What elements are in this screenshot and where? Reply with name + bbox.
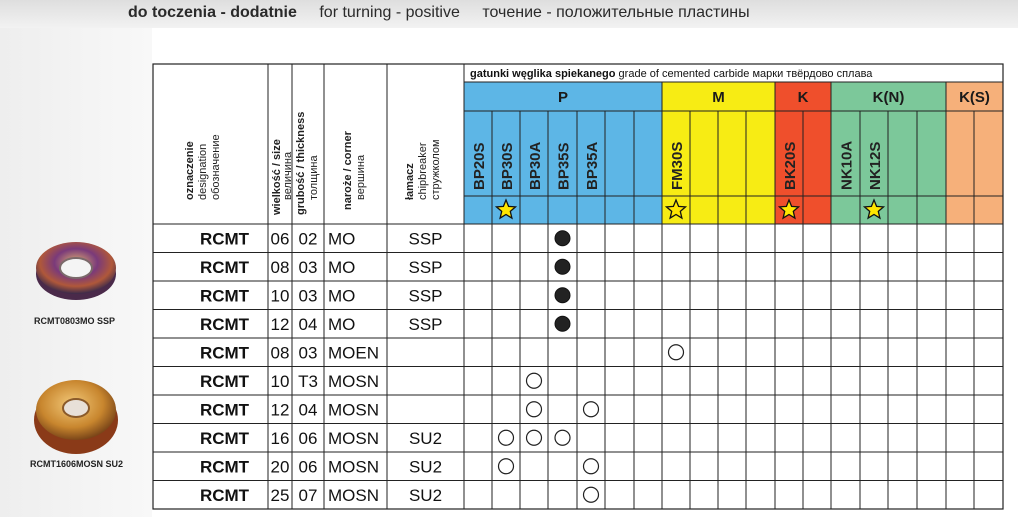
- grade-bp35a: BP35A: [584, 141, 601, 190]
- row-thickness: 03: [298, 286, 318, 306]
- header-thickness-pl: grubość / thickness: [295, 111, 307, 215]
- header-corner-pl: naroże / corner: [342, 131, 354, 210]
- row-chipbreaker: SU2: [408, 485, 443, 505]
- row-chipbreaker: SSP: [408, 257, 443, 277]
- mark-open: [669, 345, 684, 360]
- row-corner: MOEN: [328, 343, 379, 363]
- mark-filled: [555, 316, 570, 331]
- row-thickness: T3: [298, 371, 318, 391]
- row-corner: MOSN: [328, 485, 379, 505]
- group-label-0: P: [557, 89, 569, 106]
- header-designation-ru: обозначение: [210, 134, 222, 200]
- group-label-3: K(N): [872, 89, 905, 106]
- grade-nk10a: NK10A: [838, 140, 856, 190]
- row-chipbreaker: SU2: [408, 457, 443, 477]
- mark-filled: [555, 259, 570, 274]
- row-size: 12: [270, 400, 290, 420]
- row-designation: RCMT: [199, 457, 250, 477]
- grade-nk12s: NK12S: [867, 141, 884, 190]
- row-corner: MO: [328, 257, 356, 277]
- grade-bp30s: BP30S: [499, 142, 516, 190]
- header-chipbreaker-ru: стружколом: [430, 139, 442, 200]
- row-size: 10: [270, 286, 290, 306]
- header-chipbreaker-pl: łamacz: [404, 163, 416, 200]
- mark-filled: [555, 231, 570, 246]
- group-label-1: M: [712, 89, 725, 106]
- row-size: 10: [270, 371, 290, 391]
- row-size: 08: [270, 343, 290, 363]
- row-chipbreaker: SU2: [408, 428, 443, 448]
- header-corner-ru: вершина: [355, 154, 367, 200]
- row-size: 16: [270, 428, 290, 448]
- title-polish: do toczenia - dodatnie: [128, 4, 297, 21]
- row-corner: MOSN: [328, 400, 379, 420]
- title-russian: точение - положительные пластины: [482, 4, 750, 21]
- mark-open: [499, 459, 514, 474]
- row-designation: RCMT: [199, 343, 250, 363]
- row-size: 25: [270, 485, 290, 505]
- row-designation: RCMT: [199, 400, 250, 420]
- mark-open: [527, 430, 542, 445]
- insert-rainbow-hole: [60, 258, 92, 278]
- grades-header: gatunki węglika spiekanego grade of cemented carbide марки твёрдово сплава: [470, 68, 873, 80]
- row-corner: MOSN: [328, 457, 379, 477]
- row-size: 08: [270, 257, 290, 277]
- row-corner: MO: [328, 314, 356, 334]
- row-thickness: 06: [298, 428, 318, 448]
- grade-bp30a: BP30A: [527, 141, 544, 190]
- mark-open: [584, 459, 599, 474]
- mark-open: [584, 402, 599, 417]
- row-corner: MOSN: [328, 428, 379, 448]
- row-designation: RCMT: [199, 428, 250, 448]
- grade-bp35s: BP35S: [555, 142, 573, 190]
- mark-open: [527, 402, 542, 417]
- group-label-4: K(S): [959, 89, 990, 106]
- row-thickness: 06: [298, 457, 318, 477]
- row-designation: RCMT: [199, 229, 250, 249]
- header-designation-pl: oznaczenie: [184, 141, 196, 200]
- grade-bk20s: BK20S: [782, 141, 799, 190]
- row-designation: RCMT: [199, 485, 250, 505]
- row-chipbreaker: SSP: [408, 286, 443, 306]
- grade-fm30s: FM30S: [669, 141, 686, 190]
- insert-gold-hole: [63, 399, 89, 417]
- row-thickness: 07: [298, 485, 318, 505]
- header-size-pl: wielkość / size: [271, 139, 283, 215]
- header-size-ru: величина: [282, 151, 294, 200]
- mark-open: [584, 487, 599, 502]
- row-corner: MO: [328, 229, 356, 249]
- header-thickness-ru: толщина: [308, 155, 320, 200]
- product-label-2: RCMT1606MOSN SU2: [30, 459, 124, 469]
- row-designation: RCMT: [199, 314, 250, 334]
- header-chipbreaker-en: chipbreaker: [417, 142, 429, 200]
- title-english: for turning - positive: [319, 4, 460, 21]
- row-thickness: 03: [298, 257, 318, 277]
- row-size: 12: [270, 314, 290, 334]
- row-size: 20: [270, 457, 290, 477]
- group-label-2: K: [797, 89, 809, 106]
- mark-open: [527, 373, 542, 388]
- mark-open: [555, 430, 570, 445]
- product-label-1: RCMT0803MO SSP: [34, 316, 116, 326]
- row-chipbreaker: SSP: [408, 229, 443, 249]
- row-thickness: 04: [298, 400, 318, 420]
- row-size: 06: [270, 229, 290, 249]
- row-thickness: 02: [298, 229, 318, 249]
- grade-bp20s: BP20S: [471, 142, 488, 190]
- row-thickness: 03: [298, 343, 318, 363]
- row-corner: MOSN: [328, 371, 379, 391]
- row-chipbreaker: SSP: [408, 314, 443, 334]
- row-designation: RCMT: [199, 371, 250, 391]
- row-corner: MO: [328, 286, 356, 306]
- row-designation: RCMT: [199, 286, 250, 306]
- header-designation-en: designation: [197, 143, 209, 200]
- mark-open: [499, 430, 514, 445]
- mark-filled: [555, 288, 570, 303]
- row-designation: RCMT: [199, 257, 250, 277]
- row-thickness: 04: [298, 314, 318, 334]
